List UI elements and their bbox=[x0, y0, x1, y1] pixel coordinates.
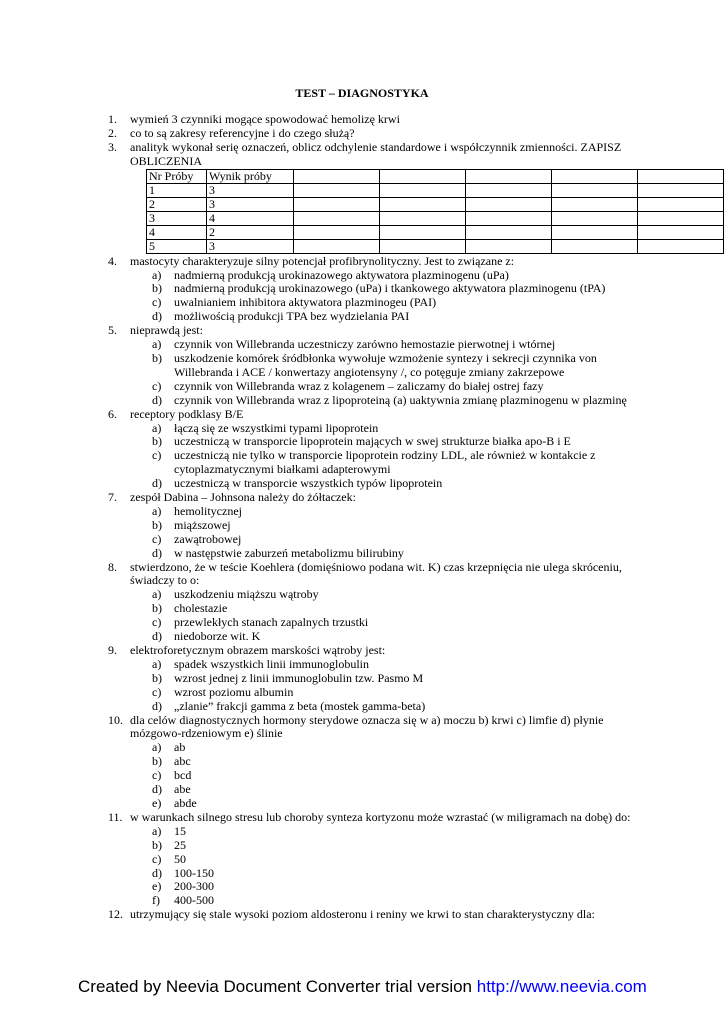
option-letter: c) bbox=[152, 378, 162, 393]
table-cell: 1 bbox=[147, 183, 207, 197]
option-letter: c) bbox=[152, 615, 162, 630]
option-text: spadek wszystkich linii immunoglobulin bbox=[174, 656, 369, 671]
answer-option bbox=[0, 686, 724, 700]
option-letter: a) bbox=[152, 823, 162, 838]
table-cell bbox=[380, 197, 466, 211]
question-item bbox=[0, 127, 724, 141]
answer-option bbox=[0, 602, 724, 616]
option-text: bcd bbox=[174, 768, 192, 783]
option-letter: d) bbox=[152, 476, 162, 491]
question-number: 9. bbox=[108, 643, 117, 657]
option-text: 100-150 bbox=[174, 865, 214, 880]
table-cell bbox=[638, 183, 724, 197]
answer-option bbox=[0, 783, 724, 797]
option-text: czynnik von Willebranda wraz z lipoproteiną (a) uaktywnia zmianę plazminogenu w plazminę bbox=[174, 392, 627, 407]
answer-option bbox=[0, 422, 724, 436]
option-letter: a) bbox=[152, 503, 162, 518]
footer-text: Created by Neevia Document Converter trial version bbox=[78, 977, 477, 996]
question-number: 2. bbox=[108, 125, 117, 140]
question-text: receptory podklasy B/E bbox=[130, 406, 244, 421]
question-text: mastocyty charakteryzuje silny potencjał profibrynolityczny. Jest to związane z: bbox=[130, 253, 515, 268]
option-letter: b) bbox=[152, 350, 162, 365]
option-text: abc bbox=[174, 754, 191, 769]
table-cell: 3 bbox=[147, 211, 207, 225]
question-item bbox=[0, 255, 724, 269]
footer-link[interactable]: http://www.neevia.com bbox=[476, 977, 647, 996]
option-letter: d) bbox=[152, 782, 162, 797]
option-letter: b) bbox=[152, 670, 162, 685]
option-text: uszkodzeniu miąższu wątroby bbox=[174, 587, 319, 602]
question-number: 10. bbox=[108, 712, 123, 727]
table-cell bbox=[380, 211, 466, 225]
option-letter: a) bbox=[152, 267, 162, 282]
question-text: dla celów diagnostycznych hormony sterydowe oznacza się w a) moczu b) krwi c) limfie d) płynie mózgowo-rdzeniowym e) ślinie bbox=[130, 712, 604, 741]
answer-option bbox=[0, 394, 724, 408]
answer-option bbox=[0, 894, 724, 908]
option-text: nadmierną produkcją urokinazowego aktywatora plazminogenu (uPa) bbox=[174, 267, 509, 282]
option-text: uczestniczą w transporcie wszystkich typów lipoprotein bbox=[174, 476, 443, 491]
table-cell bbox=[294, 239, 380, 253]
answer-option bbox=[0, 310, 724, 324]
answer-option bbox=[0, 755, 724, 769]
question-text: analityk wykonał serię oznaczeń, oblicz odchylenie standardowe i współczynnik zmienności. ZAPISZ OBLICZENIA bbox=[130, 139, 622, 168]
question-number: 12. bbox=[108, 907, 123, 922]
answer-option bbox=[0, 269, 724, 283]
option-text: uczestniczą w transporcie lipoprotein mających w swej strukturze białka apo-B i E bbox=[174, 434, 571, 449]
table-cell bbox=[552, 197, 638, 211]
table-row bbox=[147, 197, 724, 211]
question-text: w warunkach silnego stresu lub choroby synteza kortyzonu może wzrastać (w miligramach na dobę) do: bbox=[130, 809, 631, 824]
option-text: możliwością produkcji TPA bez wydzielania PAI bbox=[174, 309, 410, 324]
option-text: 15 bbox=[174, 823, 186, 838]
option-text: cholestazie bbox=[174, 601, 228, 616]
question-text: nieprawdą jest: bbox=[130, 323, 203, 338]
answer-option bbox=[0, 435, 724, 449]
table-cell bbox=[294, 183, 380, 197]
answer-option bbox=[0, 741, 724, 755]
table-cell bbox=[294, 211, 380, 225]
table-cell bbox=[380, 183, 466, 197]
question-text: wymień 3 czynniki mogące spowodować hemolizę krwi bbox=[130, 112, 400, 126]
option-letter: c) bbox=[152, 531, 162, 546]
option-letter: b) bbox=[152, 754, 162, 769]
option-letter: c) bbox=[152, 448, 162, 463]
option-letter: c) bbox=[152, 295, 162, 310]
question-item bbox=[0, 324, 724, 338]
question-text: utrzymujący się stale wysoki poziom aldosteronu i reniny we krwi to stan charakterystyczny dla: bbox=[130, 907, 595, 922]
answer-option bbox=[0, 853, 724, 867]
table-cell bbox=[638, 239, 724, 253]
option-letter: d) bbox=[152, 545, 162, 560]
table-cell bbox=[294, 225, 380, 239]
answer-option bbox=[0, 839, 724, 853]
answer-option bbox=[0, 519, 724, 533]
question-number: 6. bbox=[108, 406, 117, 421]
option-text: 200-300 bbox=[174, 879, 214, 894]
table-cell bbox=[380, 225, 466, 239]
question-item bbox=[0, 113, 724, 127]
option-text: uwalnianiem inhibitora aktywatora plazminogeu (PAI) bbox=[174, 295, 437, 310]
answer-option bbox=[0, 588, 724, 602]
option-text: wzrost poziomu albumin bbox=[174, 684, 294, 699]
option-letter: c) bbox=[152, 684, 162, 699]
option-text: abde bbox=[174, 795, 197, 810]
question-item bbox=[0, 561, 724, 589]
option-text: miąższowej bbox=[174, 517, 231, 532]
option-text: czynnik von Willebranda wraz z kolagenem – zaliczamy do białej ostrej fazy bbox=[174, 378, 544, 393]
page-title: TEST – DIAGNOSTYKA bbox=[295, 86, 429, 100]
table-cell: 5 bbox=[147, 239, 207, 253]
table-cell bbox=[294, 197, 380, 211]
option-text: 25 bbox=[174, 837, 186, 852]
answer-option bbox=[0, 825, 724, 839]
option-text: w następstwie zaburzeń metabolizmu bilirubiny bbox=[174, 545, 404, 560]
option-letter: d) bbox=[152, 309, 162, 324]
answer-option bbox=[0, 282, 724, 296]
question-item bbox=[0, 644, 724, 658]
table-header-cell bbox=[380, 169, 466, 183]
question-text: co to są zakresy referencyjne i do czego służą? bbox=[130, 125, 355, 140]
table-cell: 4 bbox=[147, 225, 207, 239]
question-item bbox=[0, 714, 724, 742]
answer-option bbox=[0, 797, 724, 811]
question-number: 5. bbox=[108, 323, 117, 338]
table-cell bbox=[466, 197, 552, 211]
table-cell bbox=[638, 197, 724, 211]
option-text: 400-500 bbox=[174, 893, 214, 908]
table-cell: 3 bbox=[206, 197, 293, 211]
answer-option bbox=[0, 700, 724, 714]
table-cell bbox=[466, 183, 552, 197]
option-letter: c) bbox=[152, 768, 162, 783]
option-text: uszkodzenie komórek śródbłonka wywołuje wzmożenie syntezy i sekrecji czynnika von Willebranda i ACE / konwertazy angiotensyny /, co potęguje zmiany zakrzepowe bbox=[174, 350, 597, 379]
answer-option bbox=[0, 769, 724, 783]
table-cell bbox=[638, 211, 724, 225]
answer-option bbox=[0, 296, 724, 310]
table-cell bbox=[466, 225, 552, 239]
table-row bbox=[147, 239, 724, 253]
option-letter: b) bbox=[152, 837, 162, 852]
option-letter: b) bbox=[152, 517, 162, 532]
table-cell: 2 bbox=[147, 197, 207, 211]
option-letter: b) bbox=[152, 601, 162, 616]
question-number: 7. bbox=[108, 490, 117, 505]
option-text: nadmierną produkcją urokinazowego (uPa) i tkankowego aktywatora plazminogenu (tPA) bbox=[174, 281, 606, 296]
table-cell: 3 bbox=[206, 239, 293, 253]
question-text: elektroforetycznym obrazem marskości wątroby jest: bbox=[130, 643, 386, 657]
option-letter: b) bbox=[152, 434, 162, 449]
table-cell bbox=[552, 225, 638, 239]
option-letter: e) bbox=[152, 879, 162, 894]
answer-option bbox=[0, 547, 724, 561]
option-text: „zlanie” frakcji gamma z beta (mostek gamma-beta) bbox=[174, 698, 426, 713]
table-header-cell bbox=[638, 169, 724, 183]
question-item bbox=[0, 491, 724, 505]
question-number: 11. bbox=[108, 809, 123, 824]
question-item bbox=[0, 408, 724, 422]
table-header-cell bbox=[552, 169, 638, 183]
option-text: niedoborze wit. K bbox=[174, 629, 261, 644]
table-header-cell: Wynik próby bbox=[206, 169, 293, 183]
option-text: wzrost jednej z linii immunoglobulin tzw. Pasmo M bbox=[174, 670, 424, 685]
table-cell: 3 bbox=[206, 183, 293, 197]
option-letter: a) bbox=[152, 420, 162, 435]
table-cell bbox=[466, 211, 552, 225]
question-list bbox=[0, 113, 724, 922]
option-letter: a) bbox=[152, 587, 162, 602]
option-letter: e) bbox=[152, 795, 162, 810]
answer-option bbox=[0, 449, 724, 477]
answer-option bbox=[0, 380, 724, 394]
option-letter: a) bbox=[152, 337, 162, 352]
question-text: stwierdzono, że w teście Koehlera (domięśniowo podana wit. K) czas krzepnięcia nie ulega skróceniu, świadczy to o: bbox=[130, 559, 622, 588]
question-number: 8. bbox=[108, 559, 117, 574]
table-row bbox=[147, 225, 724, 239]
table-cell bbox=[638, 225, 724, 239]
question-text: zespół Dabina – Johnsona należy do żółtaczek: bbox=[130, 490, 356, 505]
results-table bbox=[146, 169, 724, 254]
question-number: 4. bbox=[108, 253, 117, 268]
answer-option bbox=[0, 505, 724, 519]
option-letter: c) bbox=[152, 851, 162, 866]
table-row bbox=[147, 183, 724, 197]
answer-option bbox=[0, 867, 724, 881]
table-header-cell bbox=[466, 169, 552, 183]
option-text: uczestniczą nie tylko w transporcie lipoprotein rodziny LDL, ale również w kontakcie z cytoplazmatycznymi białkami adapterowymi bbox=[174, 448, 596, 477]
answer-option bbox=[0, 672, 724, 686]
answer-option bbox=[0, 477, 724, 491]
table-cell bbox=[552, 183, 638, 197]
option-text: łączą się ze wszystkimi typami lipoprotein bbox=[174, 420, 379, 435]
option-letter: d) bbox=[152, 629, 162, 644]
answer-option bbox=[0, 338, 724, 352]
option-letter: a) bbox=[152, 740, 162, 755]
option-letter: d) bbox=[152, 392, 162, 407]
question-item bbox=[0, 908, 724, 922]
table-cell: 2 bbox=[206, 225, 293, 239]
option-text: czynnik von Willebranda uczestniczy zarówno hemostazie pierwotnej i wtórnej bbox=[174, 337, 556, 352]
question-number: 1. bbox=[108, 112, 117, 126]
table-header-cell bbox=[294, 169, 380, 183]
question-item bbox=[0, 811, 724, 825]
table-header-cell: Nr Próby bbox=[147, 169, 207, 183]
option-text: ab bbox=[174, 740, 186, 755]
table-cell bbox=[552, 239, 638, 253]
answer-option bbox=[0, 630, 724, 644]
option-text: przewlekłych stanach zapalnych trzustki bbox=[174, 615, 369, 630]
watermark-footer bbox=[78, 977, 647, 997]
answer-option bbox=[0, 533, 724, 547]
table-cell bbox=[552, 211, 638, 225]
table-header-row bbox=[147, 169, 724, 183]
option-text: abe bbox=[174, 782, 191, 797]
table-cell bbox=[466, 239, 552, 253]
table-cell: 4 bbox=[206, 211, 293, 225]
answer-option bbox=[0, 880, 724, 894]
question-item bbox=[0, 141, 724, 169]
table-cell bbox=[380, 239, 466, 253]
answer-option bbox=[0, 352, 724, 380]
option-letter: b) bbox=[152, 281, 162, 296]
option-letter: a) bbox=[152, 656, 162, 671]
table-row bbox=[147, 211, 724, 225]
option-text: hemolitycznej bbox=[174, 503, 242, 518]
option-letter: d) bbox=[152, 698, 162, 713]
option-letter: d) bbox=[152, 865, 162, 880]
question-number: 3. bbox=[108, 139, 117, 154]
answer-option bbox=[0, 616, 724, 630]
option-text: 50 bbox=[174, 851, 186, 866]
option-letter: f) bbox=[152, 893, 160, 908]
option-text: zawątrobowej bbox=[174, 531, 242, 546]
answer-option bbox=[0, 658, 724, 672]
